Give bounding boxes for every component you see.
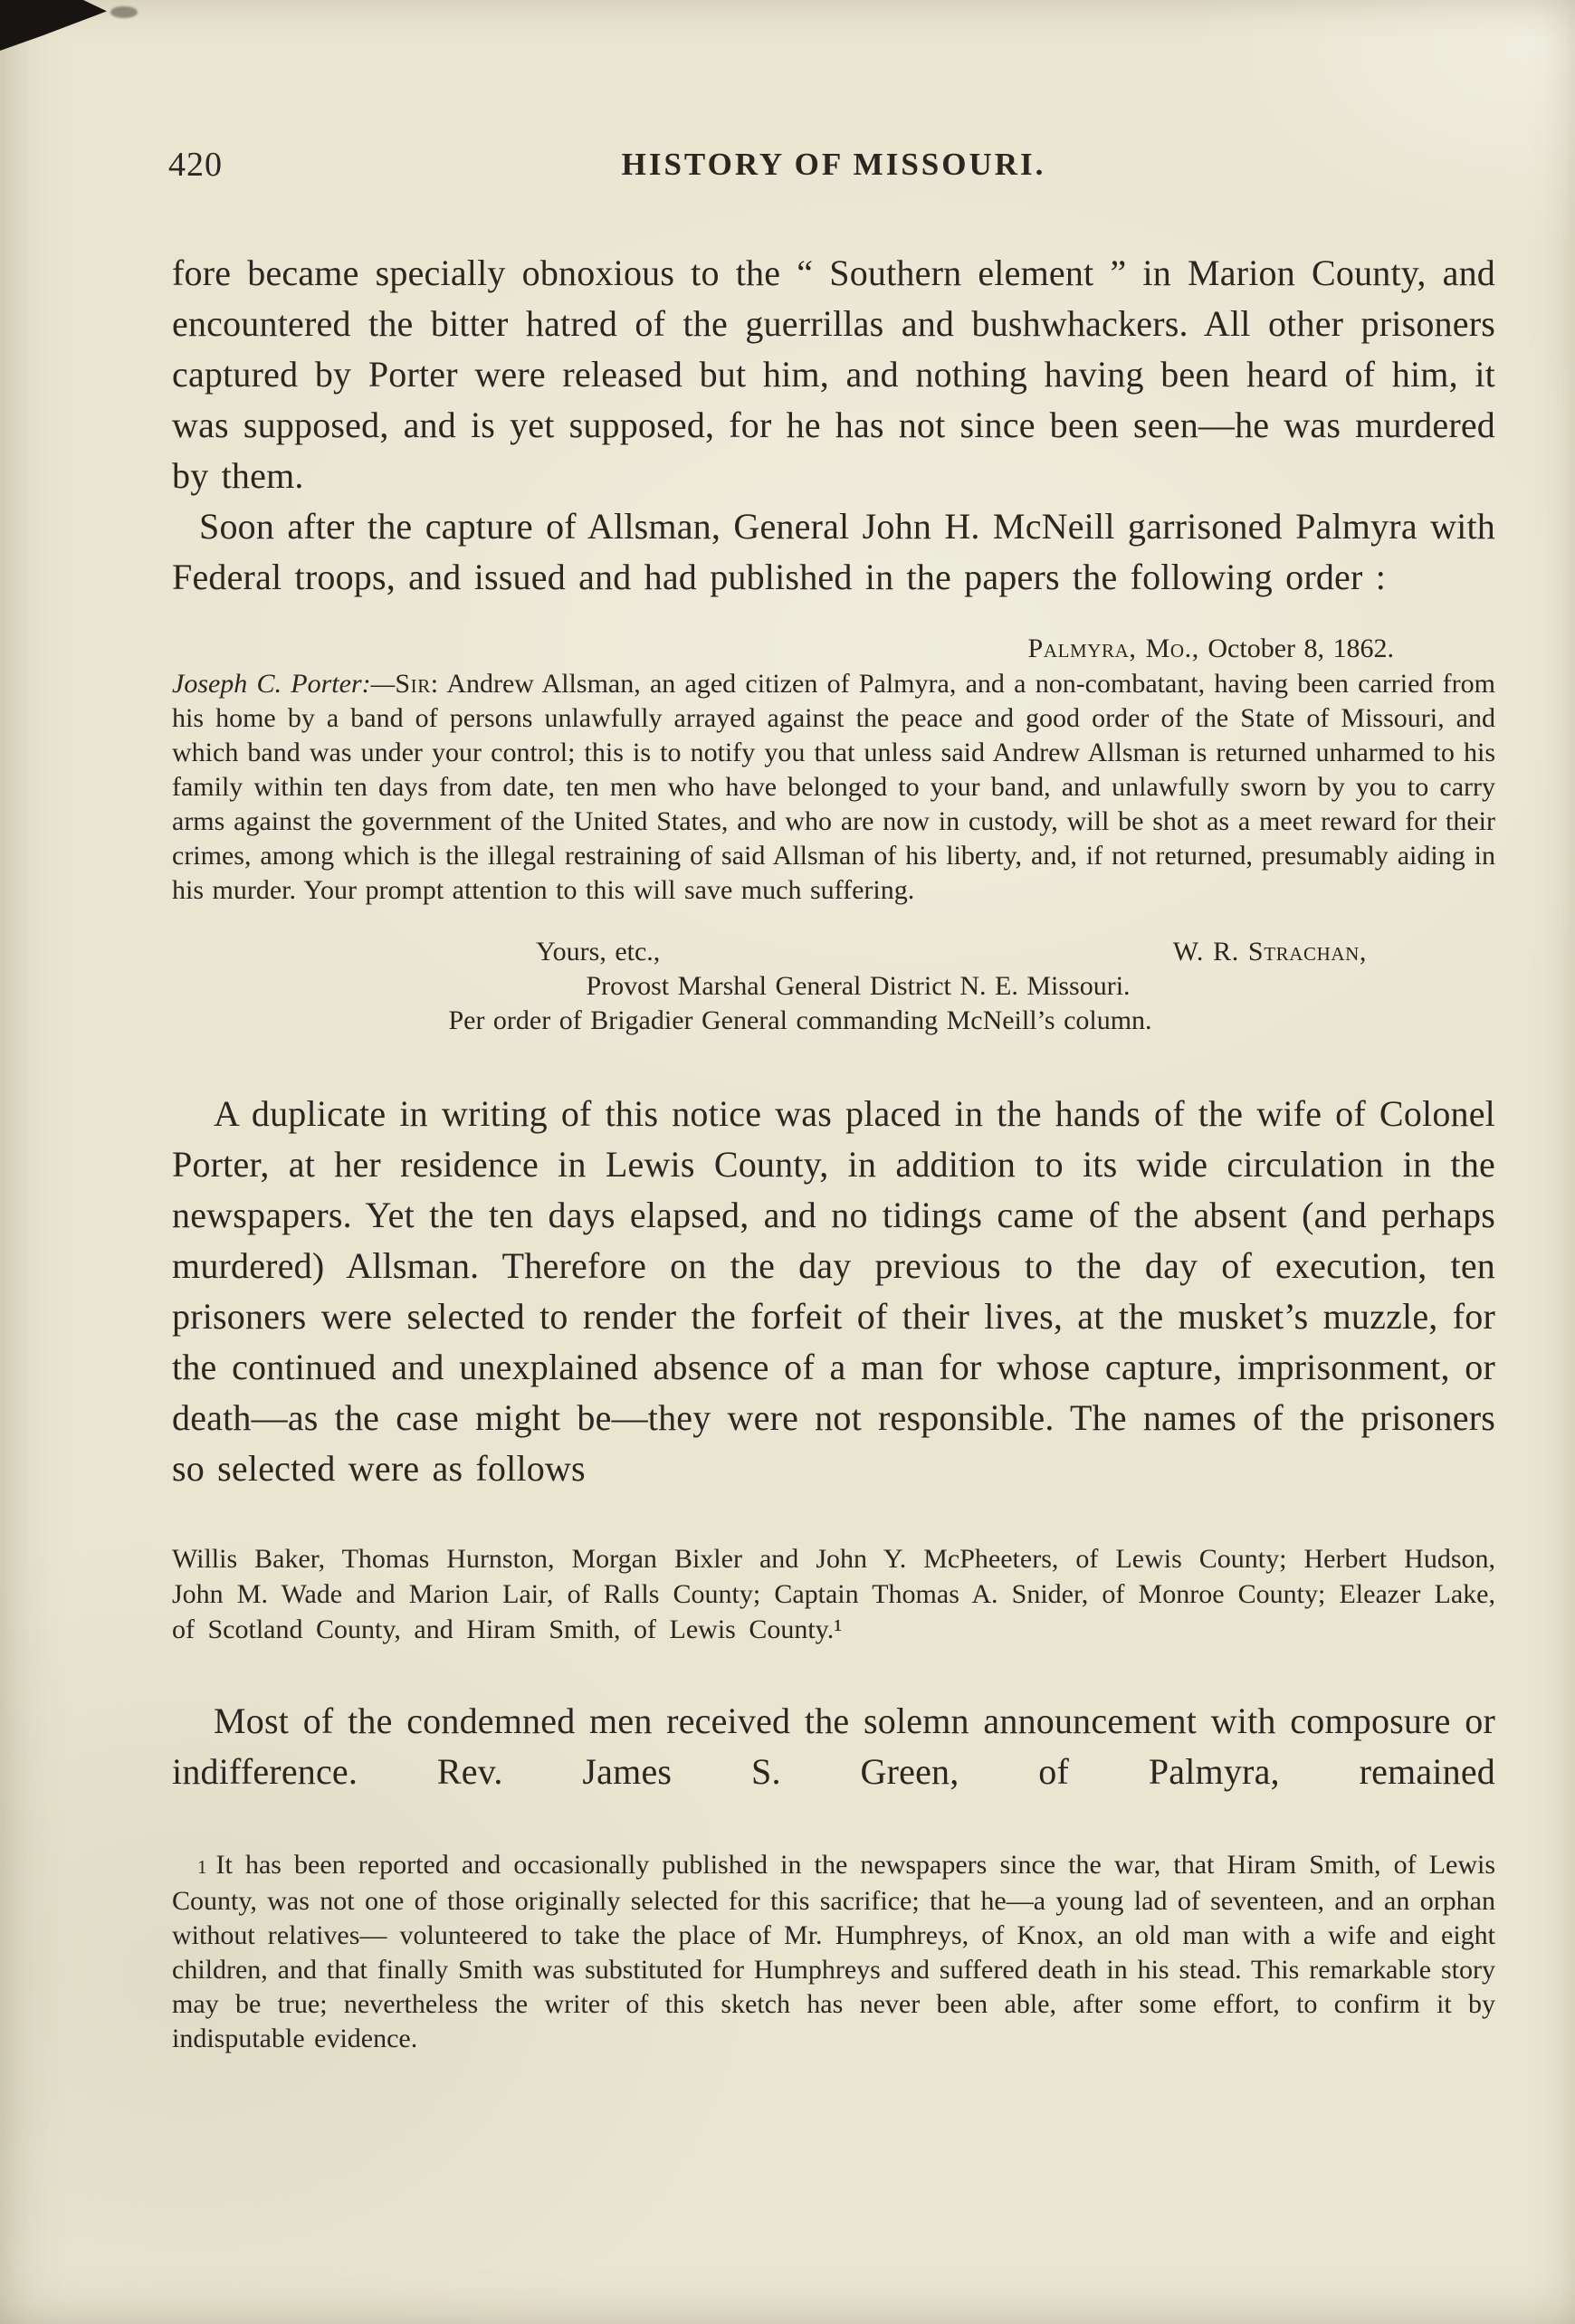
per-order-line: Per order of Brigadier General commanding McNeill’s column. [448, 1005, 1152, 1035]
paragraph-continuation: fore became specially obnoxious to the “ Southern element ” in Marion County, and encountered the bitter hatred of the guerrillas and bushwhackers. All other prisoners captured by Porter were released but him, and nothing having been heard of him, it was supposed, and is yet supposed, for he has not since been seen—he was murdered by them. [172, 252, 1495, 496]
paragraph-condemned: Most of the condemned men received the solemn announcement with composure or indifference. Rev. James S. Green, of Palmyra, remained [172, 1700, 1495, 1792]
paragraph-duplicate-notice: A duplicate in writing of this notice was placed in the hands of the wife of Colonel Porter, at her residence in Lewis County, in addition to its wide circulation in the newspapers. Yet the ten days elapsed, and no tidings came of the absent (and perhaps murdered) Allsman. Therefore on the day previous to the day of execution, ten prisoners were selected to render the forfeit of their lives, at the musket’s muzzle, for the continued and unexplained absence of a man for whose capture, imprisonment, or death—as the case might be—they were not responsible. The names of the prisoners so selected were as follows [172, 1093, 1495, 1489]
letter-salutation-sir: Sir: [395, 669, 439, 699]
letter-body-text: Andrew Allsman, an aged citizen of Palmyra, and a non-combatant, having been carried from his home by a band of persons unlawfully arrayed against the peace and good order of the State of Missouri, and which band was under your control; this is to notify you that unless said Andrew Allsman is returned unharmed to his family within ten days from date, ten men who have belonged to your band, and unlawfully sworn by you to carry arms against the government of the United States, and who are now in custody, will be shot as a meet reward for their crimes, among which is the illegal restraining of said Allsman of his liberty, and, if not returned, presumably aiding in his murder. Your prompt attention to this will save much suffering. [172, 669, 1495, 905]
scan-artifact-corner [0, 0, 107, 51]
footnote [172, 1848, 1495, 2056]
letter-body [172, 667, 1495, 908]
running-header: HISTORY OF MISSOURI. [621, 147, 1046, 182]
letter-signoff [172, 935, 1495, 969]
scan-artifact-smudge [110, 6, 138, 18]
order-letter [172, 632, 1495, 1038]
letter-closing: Yours, etc., [536, 937, 661, 967]
letter-dateline [172, 632, 1495, 666]
letter-dateline-place: Palmyra, Mo., [1027, 633, 1199, 663]
footnote-text: It has been reported and occasionally published in the newspapers since the war, that Hiram Smith, of Lewis County, was not one of those originally selected for this sacrifice; that he—a young lad of seventeen, and an orphan without relatives— volunteered to take the place of Mr. Humphreys, of Knox, an old man with a wife and eight children, and that finally Smith was substituted for Humphreys and suffered death in his stead. This remarkable story may be true; nevertheless the writer of this sketch has never been able, after some effort, to confirm it by indisputable evidence. [172, 1850, 1495, 2053]
page-number: 420 [168, 146, 223, 184]
page-header-row [168, 143, 1495, 188]
letter-salutation: Joseph C. Porter:— [172, 669, 396, 699]
page-content [168, 143, 1495, 2083]
letter-dateline-date: October 8, 1862. [1208, 633, 1394, 663]
prisoner-list: Willis Baker, Thomas Hurnston, Morgan Bixler and John Y. McPheeters, of Lewis County; Herbert Hudson, John M. Wade and Marion Lair, of Ralls County; Captain Thomas A. Snider, of Monroe County; Eleazer Lake, of Scotland County, and Hiram Smith, of Lewis County.¹ [172, 1544, 1495, 1644]
footnote-marker: 1 [197, 1856, 207, 1878]
paragraph-soon-after: Soon after the capture of Allsman, General John H. McNeill garrisoned Palmyra with Federal troops, and issued and had published in the papers the following order : [172, 506, 1495, 597]
letter-signature: W. R. Strachan, [1172, 937, 1367, 967]
signature-title: Provost Marshal General District N. E. Missouri. [586, 971, 1131, 1001]
